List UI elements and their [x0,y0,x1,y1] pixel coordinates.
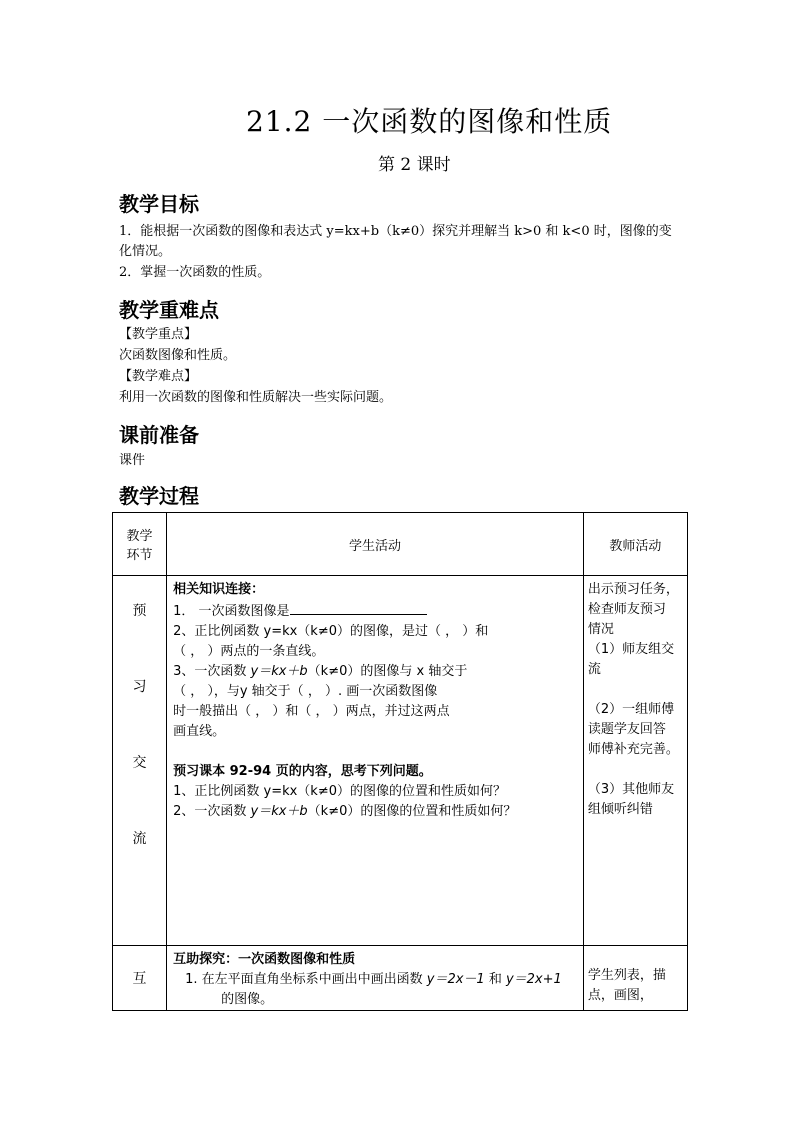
header-stage: 教学 环节 [113,513,167,576]
exercise-1-cont: 的图像。 [221,992,274,1007]
student-activity-2 [167,946,584,1011]
question-1: 1． 一次函数图像是 [173,600,577,622]
focus-text: 次函数图像和性质。 [119,348,237,363]
difficulty-text: 利用一次函数的图像和性质解决一些实际问题。 [119,390,393,405]
prep-heading: 课前准备 [119,423,199,447]
teacher-activity-2: 学生列表，描 点，画图， [583,946,687,1011]
objectives-heading: 教学目标 [119,192,199,216]
stage-mutual-help: 互 [113,946,167,1011]
objective-1: 1．能根据一次函数的图像和表达式 y=kx+b（k≠0）探究并理解当 k>0 和 k<0 时，图像的变 [119,224,672,239]
table-header-row [113,513,688,576]
mutual-help-heading: 互助探究：一次函数图像和性质 [173,952,356,967]
question-2a: 2、正比例函数 y=kx（k≠0）的图像，是过（ ， ）和 [173,624,489,639]
student-activity-1: 相关知识连接： 1． 一次函数图像是 2、正比例函数 y=kx（k≠0）的图像，是过（ ， ）和 （ ， ）两点的一条直线。 3、一次函数 y＝kx＋b（k≠0）的图像与 x 轴交于 （ ， ），与y 轴交于（ ， ）. 画一次函数图像 时一般描出（ ， ）和（ ， ）两点，并过这两点 画直线。 预习课本 92-94 页的内容，思考下列问题。 1、正比例函数 y=kx（k≠0）的图像的位置和性质如何？ 2、一次函数 y＝kx＋b（k≠0）的图像的位置和性质如何？ [167,576,584,946]
question-3d: 画直线。 [173,724,226,739]
page-title: 21.2 一次函数的图像和性质 [246,105,613,138]
header-teacher-activity: 教师活动 [583,513,687,576]
preview-heading: 预习课本 92-94 页的内容，思考下列问题。 [173,764,432,779]
answer-blank [290,600,427,615]
question-2b: （ ， ）两点的一条直线。 [173,644,325,659]
preview-question-1: 1、正比例函数 y=kx（k≠0）的图像的位置和性质如何？ [173,784,506,799]
focus-label: 【教学重点】 [119,327,198,342]
table-row [113,946,688,1011]
question-3a: 3、一次函数 y＝kx＋b（k≠0）的图像与 x 轴交于 [173,664,468,679]
table-row [113,576,688,946]
stage-preview: 预 习 交 流 [113,576,167,946]
preview-question-2: 2、一次函数 y＝kx＋b（k≠0）的图像的位置和性质如何？ [173,804,517,819]
process-table [112,512,688,1011]
difficulty-label: 【教学难点】 [119,369,198,384]
key-points-heading: 教学重难点 [119,298,219,322]
question-3b: （ ， ），与y 轴交于（ ， ）. 画一次函数图像 [173,684,438,699]
process-heading: 教学过程 [119,484,199,508]
objective-2: 2．掌握一次函数的性质。 [119,265,271,280]
question-3c: 时一般描出（ ， ）和（ ， ）两点，并过这两点 [173,704,450,719]
teacher-activity-1: 出示预习任务， 检查师友预习 情况 （1）师友组交 流 （2）一组师傅 读题学友回答 师傅补充完善。 （3）其他师友 组倾听纠错 [583,576,687,946]
page-subtitle: 第 2 课时 [378,155,451,175]
header-student-activity: 学生活动 [167,513,584,576]
prep-text: 课件 [119,453,146,468]
objective-1-cont: 化情况。 [119,244,172,259]
exercise-1: 1. 在左平面直角坐标系中画出中画出函数 y＝2x－1 和 y＝2x+1 [185,972,562,987]
